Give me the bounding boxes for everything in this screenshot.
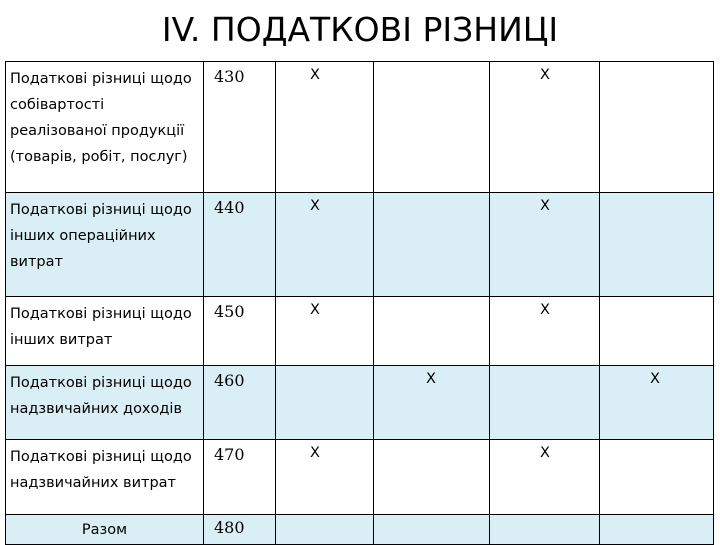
cell-mark (374, 440, 490, 515)
cell-mark: X (374, 366, 490, 440)
cell-mark: X (600, 366, 714, 440)
cell-mark (374, 193, 490, 297)
cell-mark (276, 515, 374, 545)
row-code: 480 (204, 515, 276, 545)
cell-mark: X (276, 440, 374, 515)
cell-mark: X (276, 193, 374, 297)
row-label: Разом (6, 515, 204, 545)
table-row (6, 193, 714, 297)
cell-mark (490, 515, 600, 545)
cell-mark: X (490, 193, 600, 297)
cell-mark: X (490, 297, 600, 366)
cell-mark: X (276, 62, 374, 193)
tax-differences-table (5, 61, 714, 545)
cell-mark: X (490, 440, 600, 515)
cell-mark (374, 297, 490, 366)
cell-mark (600, 62, 714, 193)
page-title: IV. ПОДАТКОВІ РІЗНИЦІ (161, 10, 559, 49)
cell-mark (276, 366, 374, 440)
table-row (6, 62, 714, 193)
table-row (6, 515, 714, 545)
cell-mark (600, 297, 714, 366)
table-row (6, 366, 714, 440)
table-row (6, 440, 714, 515)
row-code: 470 (204, 440, 276, 515)
row-label: Податкові різниці щодо інших витрат (6, 297, 204, 366)
cell-mark (374, 62, 490, 193)
cell-mark (600, 440, 714, 515)
row-label: Податкові різниці щодо інших операційних витрат (6, 193, 204, 297)
table-row (6, 297, 714, 366)
cell-mark (600, 193, 714, 297)
row-label: Податкові різниці щодо собівартості реалізованої продукції (товарів, робіт, послуг) (6, 62, 204, 193)
cell-mark (600, 515, 714, 545)
row-code: 460 (204, 366, 276, 440)
row-code: 450 (204, 297, 276, 366)
cell-mark: X (490, 62, 600, 193)
cell-mark (374, 515, 490, 545)
row-code: 430 (204, 62, 276, 193)
cell-mark: X (276, 297, 374, 366)
row-label: Податкові різниці щодо надзвичайних доходів (6, 366, 204, 440)
cell-mark (490, 366, 600, 440)
row-label: Податкові різниці щодо надзвичайних витрат (6, 440, 204, 515)
row-code: 440 (204, 193, 276, 297)
